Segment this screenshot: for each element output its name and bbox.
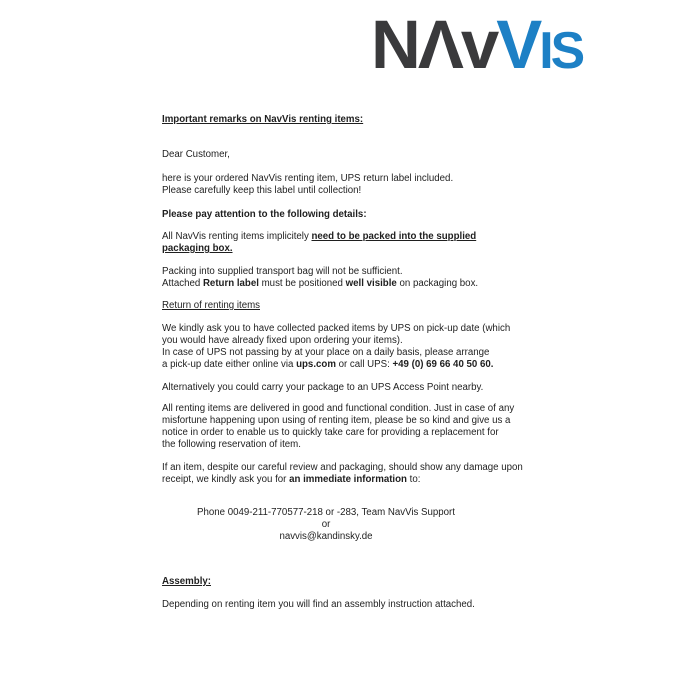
text-run: If an item, despite our careful review and packaging, should show any damage upon: [162, 462, 523, 473]
text-run: Alternatively you could carry your package to an UPS Access Point nearby.: [162, 382, 484, 393]
text-run: a pick-up date either online via: [162, 359, 297, 370]
text-run: +49 (0) 69 66 40 50 60.: [392, 359, 494, 370]
text-run: Important remarks on NavVis renting items:: [162, 114, 364, 125]
text-run: notice in order to enable us to quickly take care for providing a replacement for: [162, 427, 499, 438]
text-run: or call UPS:: [335, 359, 393, 370]
text-run: you would have already fixed upon ordering your items).: [162, 335, 403, 346]
text-run: must be positioned: [258, 278, 346, 289]
assembly-heading: [162, 576, 582, 588]
salutation: [162, 149, 582, 161]
title-heading: [162, 114, 582, 126]
access-point-paragraph: [162, 382, 582, 394]
assembly-note-paragraph: [162, 599, 582, 611]
navvis-logo-dark-part: NΛv: [371, 6, 497, 83]
text-run: Dear Customer,: [162, 149, 230, 160]
intro-paragraph: [162, 173, 582, 197]
damage-paragraph: [162, 462, 582, 486]
text-run: Assembly:: [162, 576, 211, 587]
text-run: misfortune happening upon using of renting item, please be so kind and give us a: [162, 415, 511, 426]
text-run: Depending on renting item you will find an assembly instruction attached.: [162, 599, 475, 610]
text-run: Please pay attention to the following details:: [162, 209, 367, 220]
text-run: an immediate information: [289, 474, 407, 485]
text-run: All NavVis renting items implicitely: [162, 231, 312, 242]
text-run: Phone 0049-211-770577-218 or -283, Team NavVis Support: [197, 507, 455, 518]
attention-heading: [162, 209, 582, 221]
text-run: We kindly ask you to have collected packed items by UPS on pick-up date (which: [162, 323, 511, 334]
text-run: receipt, we kindly ask you for: [162, 474, 290, 485]
text-run: Please carefully keep this label until collection!: [162, 185, 362, 196]
text-run: or: [321, 519, 331, 530]
navvis-logo-blue-smallcaps: IS: [539, 21, 583, 79]
packing-note-paragraph: [162, 266, 582, 290]
text-run: well visible: [345, 278, 397, 289]
text-run: In case of UPS not passing by at your place on a daily basis, please arrange: [162, 347, 490, 358]
navvis-logo-blue-cap: V: [496, 6, 540, 83]
condition-paragraph: [162, 403, 582, 451]
text-run: need to be packed into the supplied: [311, 231, 477, 242]
pickup-paragraph: [162, 323, 582, 371]
text-run: Return label: [202, 278, 259, 289]
return-section-heading: [162, 300, 582, 312]
letter-body: [162, 0, 582, 611]
text-run: All renting items are delivered in good and functional condition. Just in case of any: [162, 403, 515, 414]
text-run: the following reservation of item.: [162, 439, 301, 450]
text-run: Attached: [162, 278, 203, 289]
contact-lines: [162, 507, 490, 543]
text-run: Packing into supplied transport bag will not be sufficient.: [162, 266, 403, 277]
contact-block: [162, 507, 490, 543]
text-run: Return of renting items: [162, 300, 260, 311]
text-run: to:: [406, 474, 421, 485]
text-run: navvis@kandinsky.de: [279, 531, 373, 542]
text-run: on packaging box.: [396, 278, 479, 289]
text-run: ups.com: [296, 359, 336, 370]
text-run: packaging box.: [162, 243, 233, 254]
packing-rule-paragraph: [162, 231, 582, 255]
text-run: here is your ordered NavVis renting item, UPS return label included.: [162, 173, 454, 184]
